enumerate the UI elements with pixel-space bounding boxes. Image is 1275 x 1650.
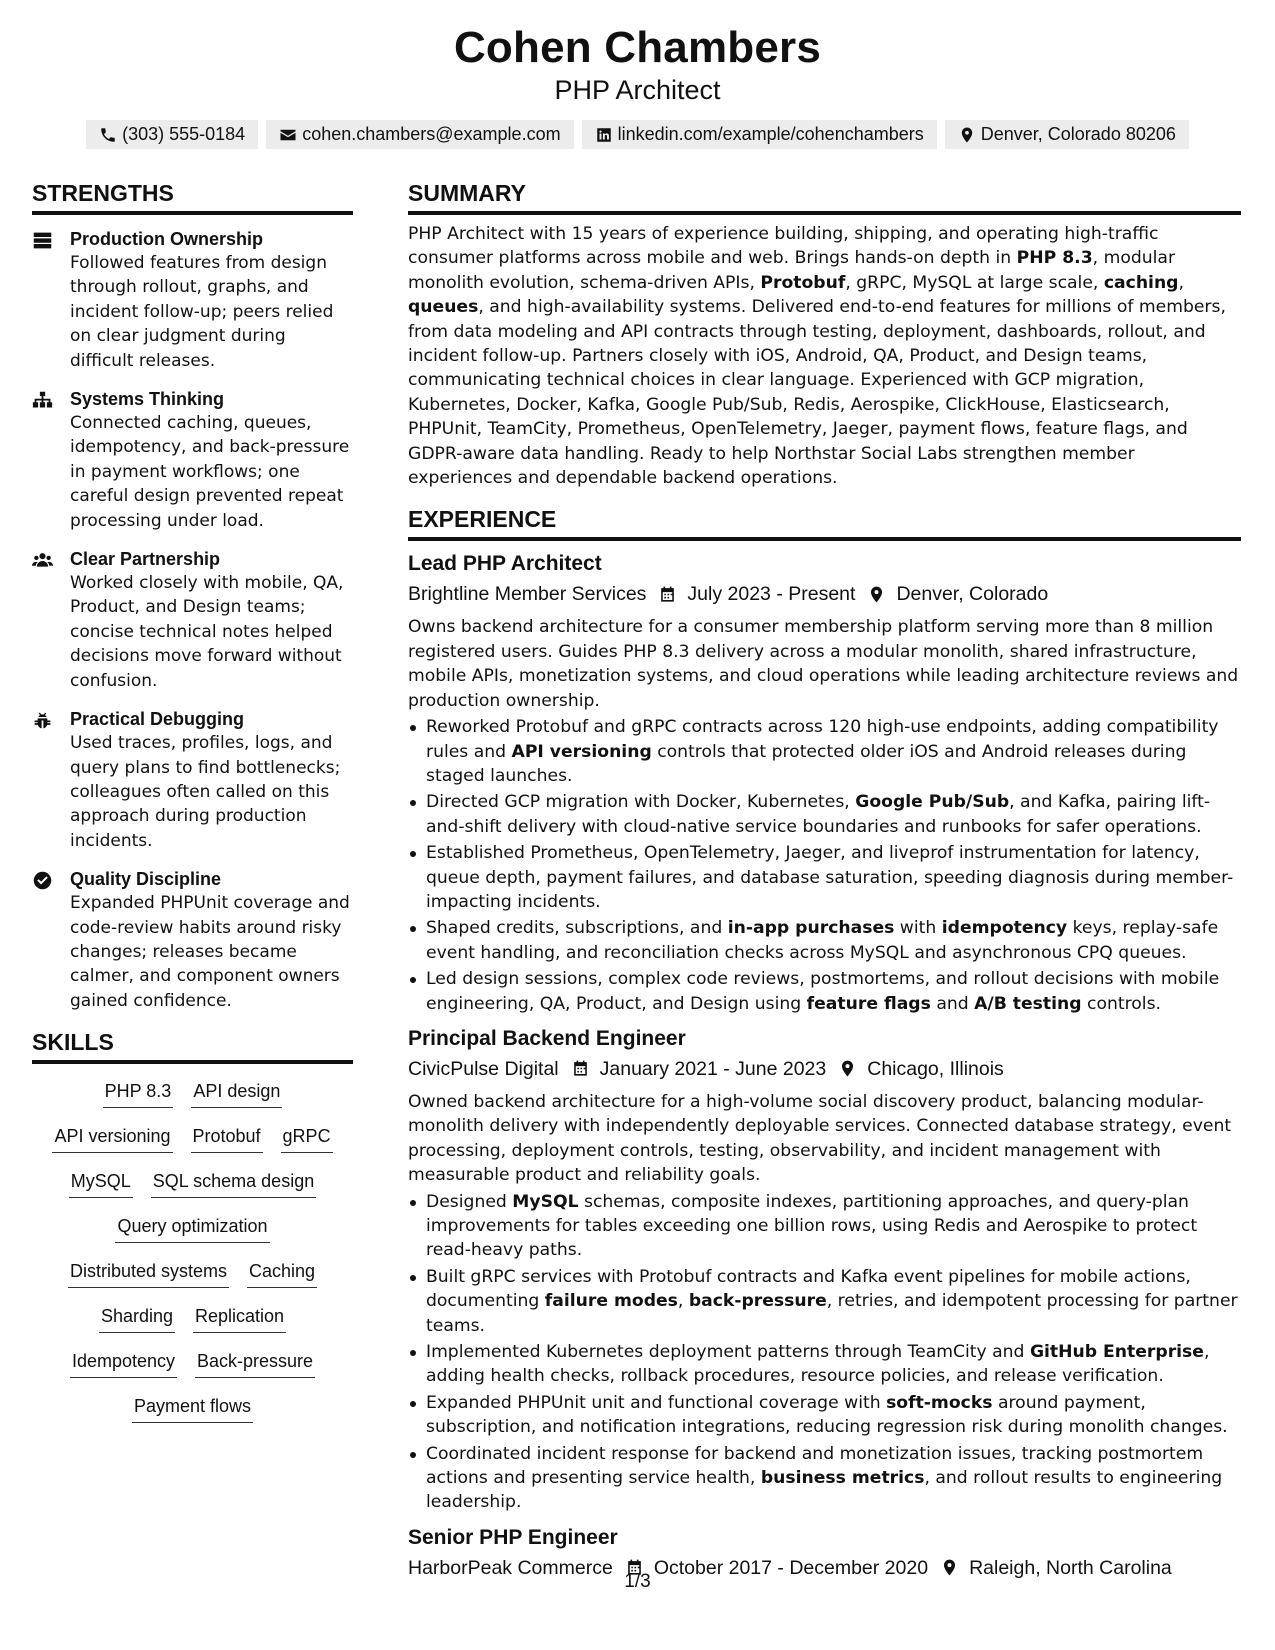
bold-keyword: PHP 8.3 bbox=[1016, 248, 1093, 269]
skill-tag: MySQL bbox=[69, 1168, 133, 1198]
text-run: Shaped credits, subscriptions, and bbox=[426, 918, 728, 939]
sitemap-icon bbox=[32, 390, 53, 411]
bold-keyword: Protobuf bbox=[760, 272, 846, 293]
contact-linkedin-text: linkedin.com/example/cohenchambers bbox=[617, 124, 924, 144]
contact-phone[interactable] bbox=[86, 120, 258, 149]
bullet-item bbox=[408, 1265, 1241, 1338]
strength-item bbox=[32, 707, 353, 853]
skill-tag: Caching bbox=[247, 1258, 317, 1288]
skill-tag: Distributed systems bbox=[68, 1258, 229, 1288]
strengths-list bbox=[32, 227, 353, 1013]
skill-row bbox=[103, 1078, 283, 1123]
resume-header bbox=[0, 22, 1275, 149]
strength-item bbox=[32, 227, 353, 373]
text-run: Expanded PHPUnit unit and functional coverage with bbox=[426, 1392, 887, 1413]
job-company: Brightline Member Services bbox=[408, 583, 647, 606]
bullet-item bbox=[408, 1442, 1241, 1515]
skill-row bbox=[132, 1393, 253, 1438]
skills-list bbox=[32, 1078, 353, 1438]
server-icon bbox=[32, 230, 53, 251]
strength-title: Clear Partnership bbox=[70, 549, 221, 570]
contact-location-text: Denver, Colorado 80206 bbox=[980, 124, 1176, 144]
bold-keyword: caching bbox=[1103, 272, 1179, 293]
bold-keyword: MySQL bbox=[512, 1191, 579, 1212]
map-pin-icon bbox=[867, 585, 886, 604]
users-icon bbox=[32, 550, 53, 571]
contact-bar bbox=[0, 120, 1275, 149]
text-run: Designed bbox=[426, 1191, 513, 1212]
bold-keyword: failure modes bbox=[544, 1291, 678, 1312]
text-run: schemas, composite indexes, partitioning approaches, and query-plan improvements for tables exceeding one billion rows, using Redis and Aerospike to protect read-heavy paths. bbox=[426, 1191, 1198, 1261]
bug-icon bbox=[32, 710, 53, 731]
job-location: Raleigh, North Carolina bbox=[969, 1556, 1172, 1579]
strength-item bbox=[32, 547, 353, 693]
text-run: , modular monolith evolution, schema-driven APIs, bbox=[408, 248, 1176, 293]
text-run: PHP Architect with 15 years of experience building, shipping, and operating high-traffic consumer platforms across mobile and web. Brings hands-on depth in bbox=[408, 224, 1159, 269]
text-run: , and high-availability systems. Delivered end-to-end features for millions of members, from data modeling and API contracts through testing, deployment, dashboards, rollout, and incident follow-up. Partners closely with iOS, Android, QA, Product, and Design teams, communicating technical choices in clear language. Experienced with GCP migration, Kubernetes, Docker, Kafka, Google Pub/Sub, Redis, Aerospike, ClickHouse, Elasticsearch, PHPUnit, TeamCity, Prometheus, OpenTelemetry, Jaeger, payment flows, feature flags, and GDPR-aware data handling. Ready to help Northstar Social Labs strengthen member experiences and dependable backend operations. bbox=[408, 297, 1226, 489]
strength-title: Systems Thinking bbox=[70, 389, 225, 410]
job-role: Senior PHP Engineer bbox=[408, 1525, 618, 1549]
text-run: , bbox=[677, 1291, 689, 1312]
text-run: , gRPC, MySQL at large scale, bbox=[845, 272, 1104, 293]
bold-keyword: Google Pub/Sub bbox=[855, 792, 1010, 813]
text-run: Reworked Protobuf and gRPC contracts across 120 high-use endpoints, adding compatibility rules and bbox=[426, 717, 1219, 762]
page-number: 1/3 bbox=[624, 1571, 651, 1592]
skill-row bbox=[115, 1213, 269, 1258]
text-run: , and rollout results to engineering leadership. bbox=[426, 1468, 1223, 1513]
strength-desc: Expanded PHPUnit coverage and code-review habits around risky changes; releases became calmer, and component owners gained confidence. bbox=[70, 893, 350, 1011]
text-run: , and Kafka, pairing lift-and-shift delivery with cloud-native service boundaries and runbooks for safer operations. bbox=[426, 792, 1211, 837]
candidate-name: Cohen Chambers bbox=[453, 23, 822, 72]
bullet-item bbox=[408, 967, 1241, 1016]
candidate-title: PHP Architect bbox=[554, 75, 721, 105]
contact-linkedin[interactable] bbox=[582, 120, 937, 149]
skills-heading: SKILLS bbox=[32, 1027, 353, 1064]
text-run: and bbox=[930, 993, 975, 1014]
skill-tag: Replication bbox=[193, 1303, 286, 1333]
text-run: around payment, subscription, and notification integrations, reducing regression risk during monolith changes. bbox=[426, 1392, 1228, 1438]
skill-tag: Query optimization bbox=[115, 1213, 269, 1243]
bold-keyword: API versioning bbox=[511, 741, 652, 762]
summary-text bbox=[408, 222, 1241, 490]
skill-tag: SQL schema design bbox=[151, 1168, 316, 1198]
strength-title: Quality Discipline bbox=[70, 869, 222, 890]
skill-tag: Back-pressure bbox=[195, 1348, 315, 1378]
strength-desc: Followed features from design through rollout, graphs, and incident follow-up; peers relied on clear judgment during difficult releases. bbox=[70, 253, 334, 371]
contact-phone-text: (303) 555-0184 bbox=[122, 124, 246, 144]
skill-tag: PHP 8.3 bbox=[103, 1078, 174, 1108]
job-description: Owns backend architecture for a consumer membership platform serving more than 8 million registered users. Guides PHP 8.3 delivery across a modular monolith, shared infrastructure, mobile APIs, monetization systems, and cloud operations while leading architecture reviews and production ownership. bbox=[408, 617, 1239, 711]
bold-keyword: feature flags bbox=[806, 993, 931, 1014]
job-dates: October 2017 - December 2020 bbox=[653, 1556, 929, 1579]
text-run: , adding health checks, rollback procedures, resource policies, and release verification. bbox=[426, 1342, 1210, 1387]
strength-desc: Connected caching, queues, idempotency, and back-pressure in payment workflows; one careful design prevented repeat processing under load. bbox=[70, 413, 350, 531]
envelope-icon bbox=[279, 126, 297, 144]
bold-keyword: in-app purchases bbox=[727, 918, 895, 939]
map-pin-icon bbox=[838, 1059, 857, 1078]
job-dates: January 2021 - June 2023 bbox=[599, 1057, 827, 1080]
skill-row bbox=[70, 1348, 315, 1393]
skill-tag: Protobuf bbox=[191, 1123, 263, 1153]
experience-list bbox=[408, 549, 1241, 1582]
job-role: Lead PHP Architect bbox=[408, 552, 602, 576]
skill-tag: Sharding bbox=[99, 1303, 175, 1333]
strength-item bbox=[32, 867, 353, 1013]
skill-tag: API design bbox=[191, 1078, 282, 1108]
left-column bbox=[32, 178, 353, 1438]
job-description: Owned backend architecture for a high-volume social discovery product, balancing modular-monolith delivery with independently deployable services. Connected database strategy, event processing, deployment controls, testing, observability, and incident management with measurable product and reliability goals. bbox=[408, 1091, 1232, 1186]
job-location: Denver, Colorado bbox=[896, 583, 1049, 606]
skill-row bbox=[52, 1123, 332, 1168]
contact-email[interactable] bbox=[266, 120, 573, 149]
job-company: HarborPeak Commerce bbox=[408, 1556, 613, 1579]
text-run: Built gRPC services with Protobuf contracts and Kafka event pipelines for mobile actions, documenting bbox=[426, 1266, 1191, 1312]
bold-keyword: back-pressure bbox=[688, 1291, 827, 1312]
bold-keyword: idempotency bbox=[941, 918, 1068, 939]
strength-title: Practical Debugging bbox=[70, 709, 245, 730]
job-meta bbox=[408, 1054, 1241, 1084]
skill-row bbox=[69, 1168, 316, 1213]
skill-tag: Idempotency bbox=[70, 1348, 177, 1378]
job-role: Principal Backend Engineer bbox=[408, 1026, 686, 1050]
text-run: Implemented Kubernetes deployment patterns through TeamCity and bbox=[426, 1342, 1030, 1363]
contact-email-text: cohen.chambers@example.com bbox=[302, 124, 561, 144]
skill-tag: API versioning bbox=[52, 1123, 172, 1153]
text-run: keys, replay-safe event handling, and reconciliation checks across MySQL and asynchronous CPQ queues. bbox=[426, 918, 1219, 963]
job-meta bbox=[408, 579, 1241, 609]
strength-desc: Used traces, profiles, logs, and query plans to find bottlenecks; colleagues often called on this approach during production incidents. bbox=[70, 733, 341, 851]
bold-keyword: queues bbox=[408, 297, 479, 318]
bold-keyword: GitHub Enterprise bbox=[1029, 1342, 1204, 1363]
linkedin-icon bbox=[595, 126, 613, 144]
bullet-item bbox=[408, 841, 1241, 914]
text-run: , bbox=[1178, 272, 1184, 293]
experience-heading: EXPERIENCE bbox=[408, 504, 1241, 541]
right-column bbox=[408, 178, 1241, 1583]
bullet-item bbox=[408, 1340, 1241, 1389]
calendar-icon bbox=[658, 585, 677, 604]
bold-keyword: soft-mocks bbox=[886, 1392, 993, 1413]
check-circle-icon bbox=[32, 870, 53, 891]
job-dates: July 2023 - Present bbox=[687, 583, 856, 606]
text-run: Led design sessions, complex code reviews, postmortems, and rollout decisions with mobile engineering, QA, Product, and Design using bbox=[426, 969, 1220, 1014]
phone-icon bbox=[99, 126, 117, 144]
skill-row bbox=[99, 1303, 286, 1348]
job-bullets bbox=[408, 715, 1241, 1016]
strength-title: Production Ownership bbox=[70, 229, 264, 249]
text-run: , retries, and idempotent processing for partner teams. bbox=[426, 1291, 1238, 1336]
strength-item bbox=[32, 387, 353, 533]
bullet-item bbox=[408, 1190, 1241, 1263]
strengths-heading: STRENGTHS bbox=[32, 178, 353, 215]
text-run: Coordinated incident response for backend and monetization issues, tracking postmortem actions and presenting service health, bbox=[426, 1443, 1204, 1489]
job-entry bbox=[408, 1024, 1241, 1515]
job-entry bbox=[408, 549, 1241, 1016]
text-run: with bbox=[894, 918, 942, 939]
skill-tag: gRPC bbox=[281, 1123, 333, 1153]
text-run: controls. bbox=[1081, 993, 1162, 1014]
map-pin-icon bbox=[958, 126, 976, 144]
contact-location bbox=[945, 120, 1189, 149]
bullet-item bbox=[408, 916, 1241, 965]
text-run: Directed GCP migration with Docker, Kubernetes, bbox=[426, 792, 856, 813]
summary-heading: SUMMARY bbox=[408, 178, 1241, 215]
job-bullets bbox=[408, 1190, 1241, 1515]
strength-desc: Worked closely with mobile, QA, Product, and Design teams; concise technical notes helped decisions move forward without confusion. bbox=[70, 573, 344, 691]
bullet-item bbox=[408, 715, 1241, 788]
bold-keyword: A/B testing bbox=[974, 993, 1082, 1014]
job-location: Chicago, Illinois bbox=[867, 1057, 1004, 1080]
bold-keyword: business metrics bbox=[760, 1468, 925, 1489]
bullet-item bbox=[408, 1391, 1241, 1440]
bullet-item bbox=[408, 790, 1241, 839]
text-run: Established Prometheus, OpenTelemetry, Jaeger, and liveprof instrumentation for latency, queue depth, payment failures, and database saturation, speeding diagnosis during member-impacting incidents. bbox=[426, 843, 1234, 912]
skill-row bbox=[68, 1258, 317, 1303]
job-company: CivicPulse Digital bbox=[408, 1057, 559, 1080]
skill-tag: Payment flows bbox=[132, 1393, 253, 1423]
text-run: controls that protected older iOS and Android releases during staged launches. bbox=[426, 741, 1187, 786]
calendar-icon bbox=[571, 1059, 590, 1078]
